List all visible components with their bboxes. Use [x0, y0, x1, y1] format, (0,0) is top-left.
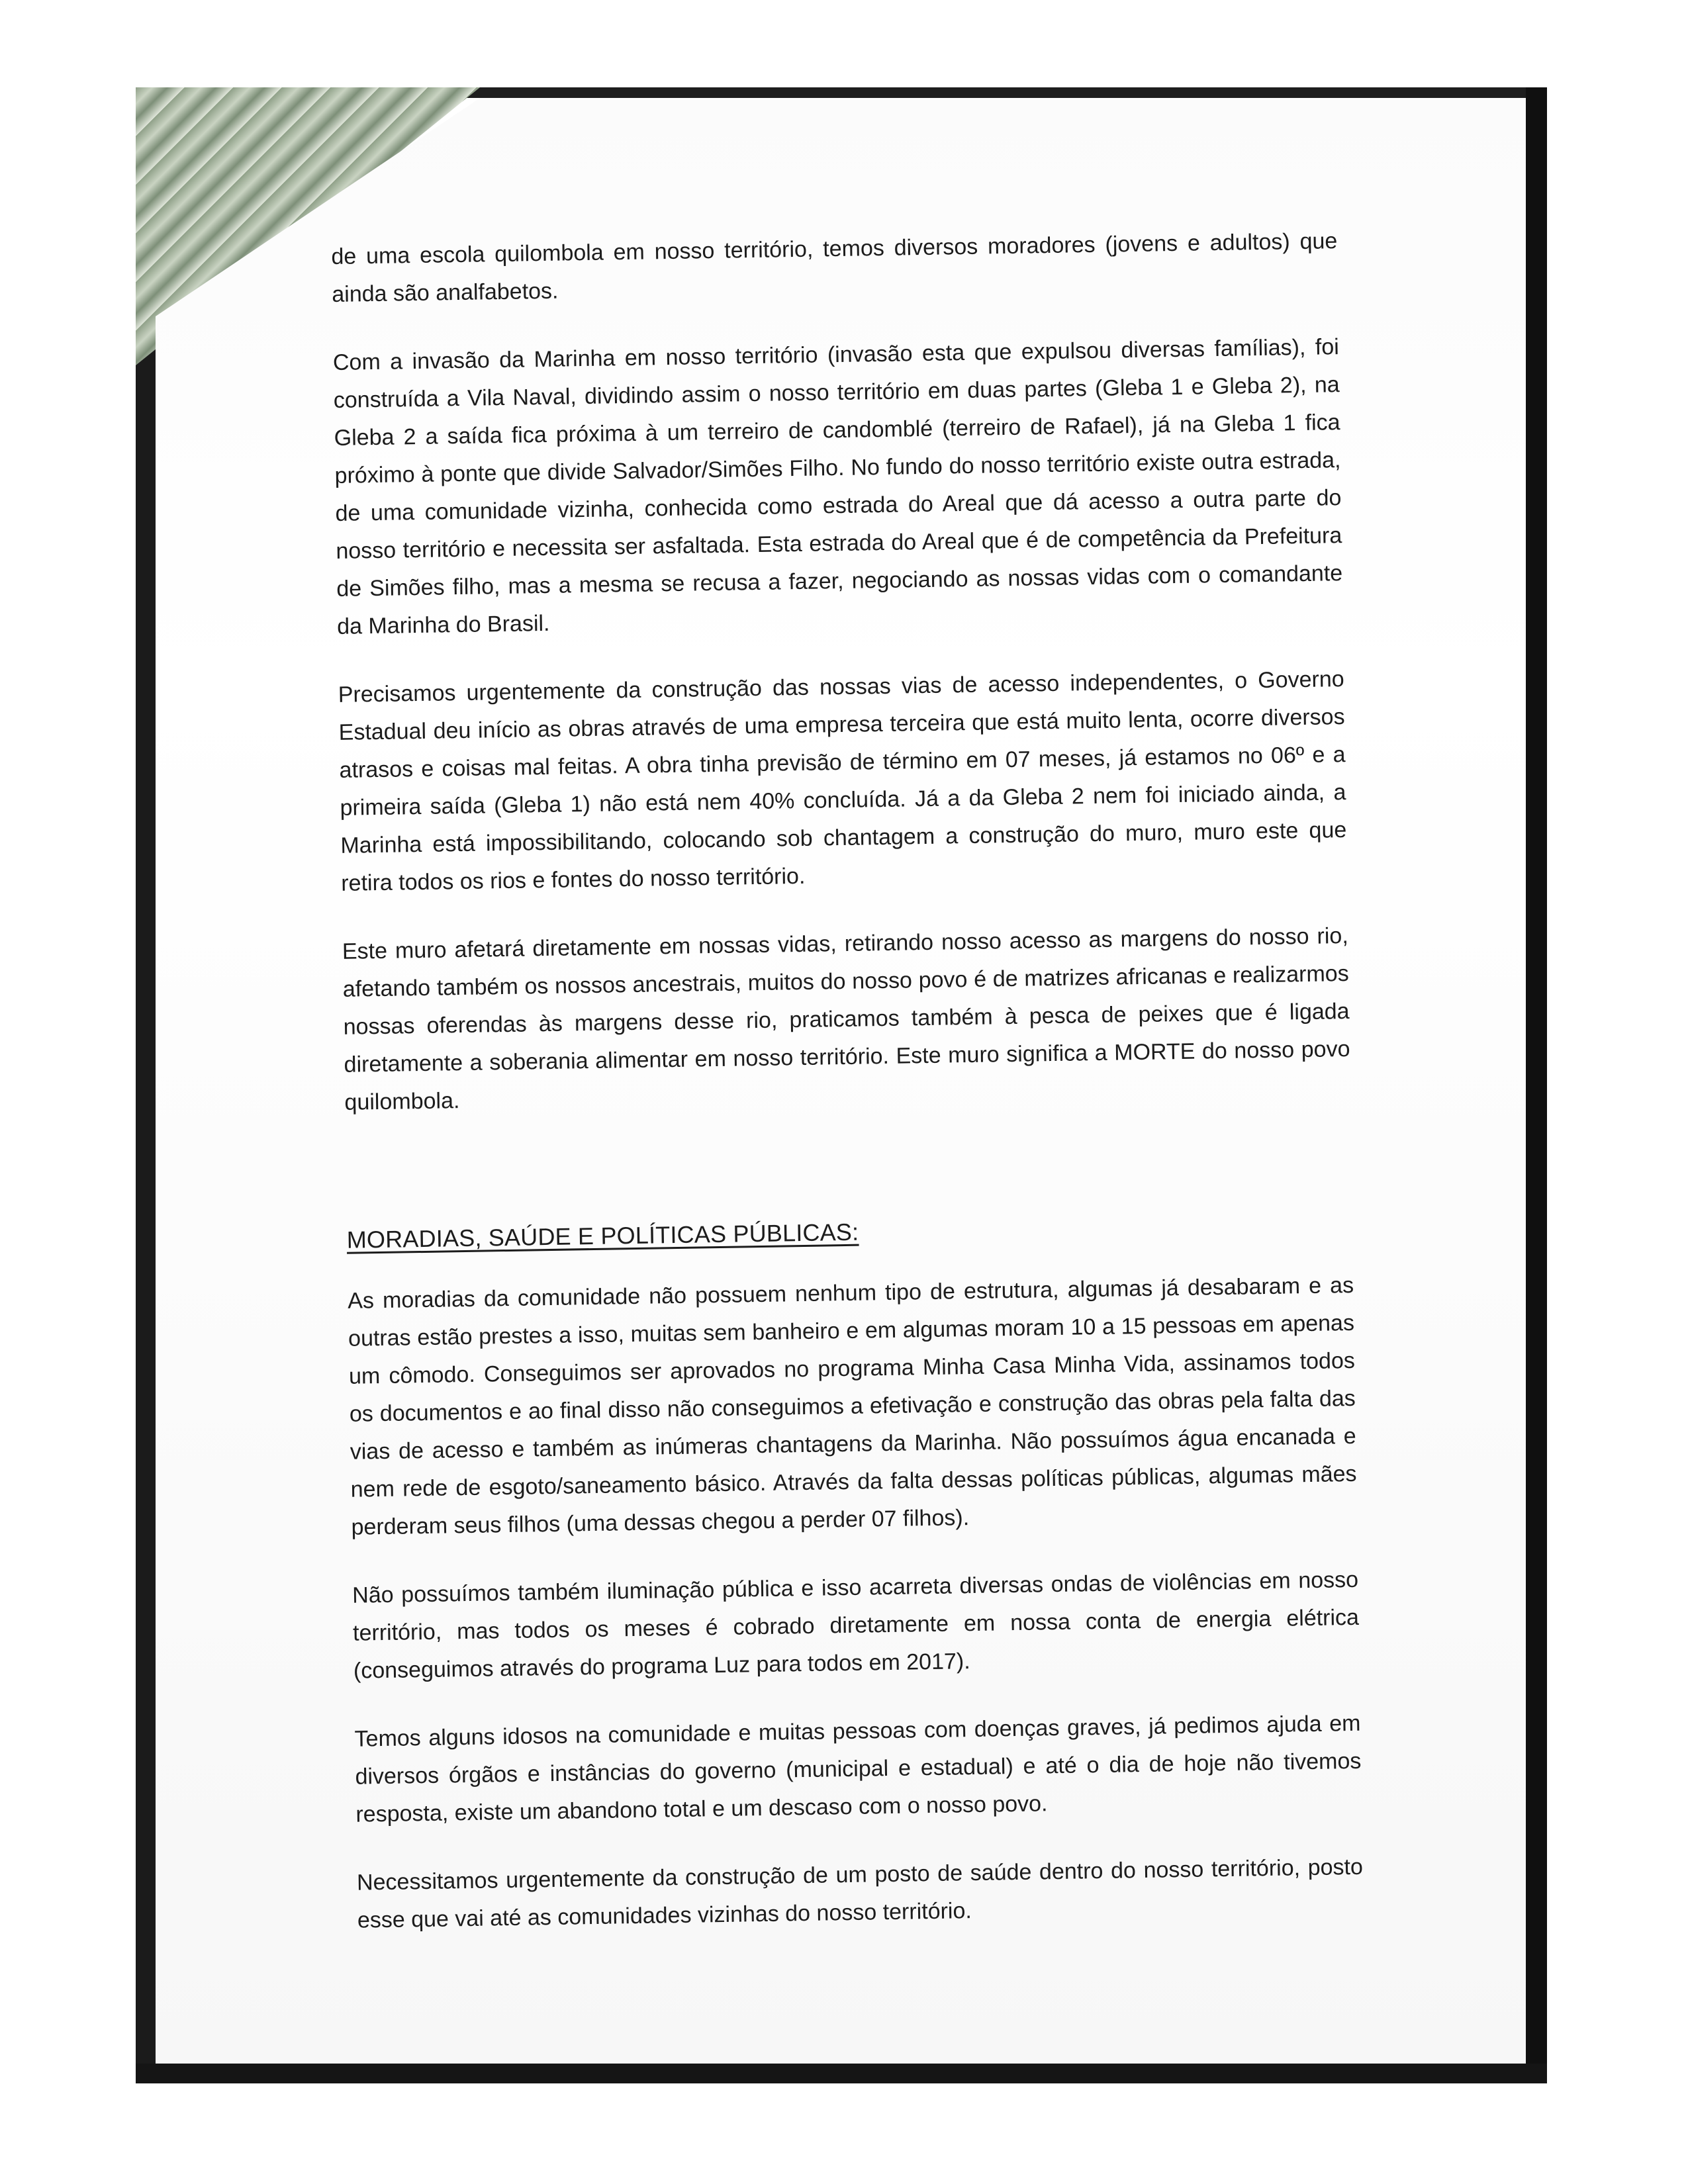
photo-background-bottom: [136, 2064, 1547, 2083]
document-body: [331, 222, 1364, 1970]
paragraph-continuation: de uma escola quilombola em nosso território, temos diversos moradores (jovens e adultos) que ainda são analfabetos.: [331, 228, 1338, 307]
paragraph-marinha-invasion: Com a invasão da Marinha em nosso território (invasão esta que expulsou diversas famílias), foi construída a Vila Naval, dividindo assim o nosso território em duas partes (Gleba 1 e Gleba 2), na Gleba 2 a saída fica próxima à um terreiro de candomblé (terreiro de Rafael), já na Gleba 1 fica próximo à ponte que divide Salvador/Simões Filho. No fundo do nosso território existe outra estrada, de uma comunidade vizinha, conhecida como estrada do Areal que dá acesso a outra parte do nosso território e necessita ser asfaltada. Esta estrada do Areal que é de competência da Prefeitura de Simões filho, mas a mesma se recusa a fazer, negociando as nossas vidas com o comandante da Marinha do Brasil.: [332, 334, 1343, 639]
paragraph-wall-impact: Este muro afetará diretamente em nossas vidas, retirando nosso acesso as margens do nosso rio, afetando também os nossos ancestrais, muitos do nosso povo é de matrizes africanas e realizarmos nossas oferendas às margens desse rio, praticamos também à pesca de peixes que é ligada diretamente a soberania alimentar em nosso território. Este muro significa a MORTE do nosso povo quilombola.: [342, 923, 1350, 1115]
paragraph-lighting: Não possuímos também iluminação pública e isso acarreta diversas ondas de violências em nosso território, mas todos os meses é cobrado diretamente em nossa conta de energia elétrica (conseguimos através do programa Luz para todos em 2017).: [352, 1567, 1360, 1684]
photo-background-left: [136, 87, 156, 2083]
paragraph-health-post: Necessitamos urgentemente da construção de um posto de saúde dentro do nosso território, posto esse que vai até as comunidades vizinhas do nosso território.: [356, 1854, 1364, 1933]
section-heading: MORADIAS, SAÚDE E POLÍTICAS PÚBLICAS:: [346, 1218, 859, 1253]
paragraph-access-roads: Precisamos urgentemente da construção das nossas vias de acesso independentes, o Governo Estadual deu início as obras através de uma empresa terceira que está muito lenta, ocorre diversos atrasos e coisas mal feitas. A obra tinha previsão de término em 07 meses, já estamos no 06º e a primeira saída (Gleba 1) não está nem 40% concluída. Já a da Gleba 2 nem foi iniciado ainda, a Marinha está impossibilitando, colocando sob chantagem a construção do muro, muro este que retira todos os rios e fontes do nosso território.: [338, 666, 1347, 896]
paragraph-elderly-health: Temos alguns idosos na comunidade e muitas pessoas com doenças graves, já pedimos ajuda em diversos órgãos e instâncias do governo (municipal e estadual) e até o dia de hoje não tivemos resposta, existe um abandono total e um descaso com o nosso povo.: [354, 1710, 1362, 1827]
paragraph-housing: As moradias da comunidade não possuem nenhum tipo de estrutura, algumas já desabaram e as outras estão prestes a isso, muitas sem banheiro e em algumas moram 10 a 15 pessoas em apenas um cômodo. Conseguimos ser aprovados no programa Minha Casa Minha Vida, assinamos todos os documentos e ao final disso não conseguimos a efetivação e construção das obras pela falta das vias de acesso e também as inúmeras chantagens da Marinha. Não possuímos água encanada e nem rede de esgoto/saneamento básico. Através da falta dessas políticas públicas, algumas mães perderam seus filhos (uma dessas chegou a perder 07 filhos).: [347, 1272, 1357, 1540]
photo-background-right: [1526, 87, 1547, 2083]
